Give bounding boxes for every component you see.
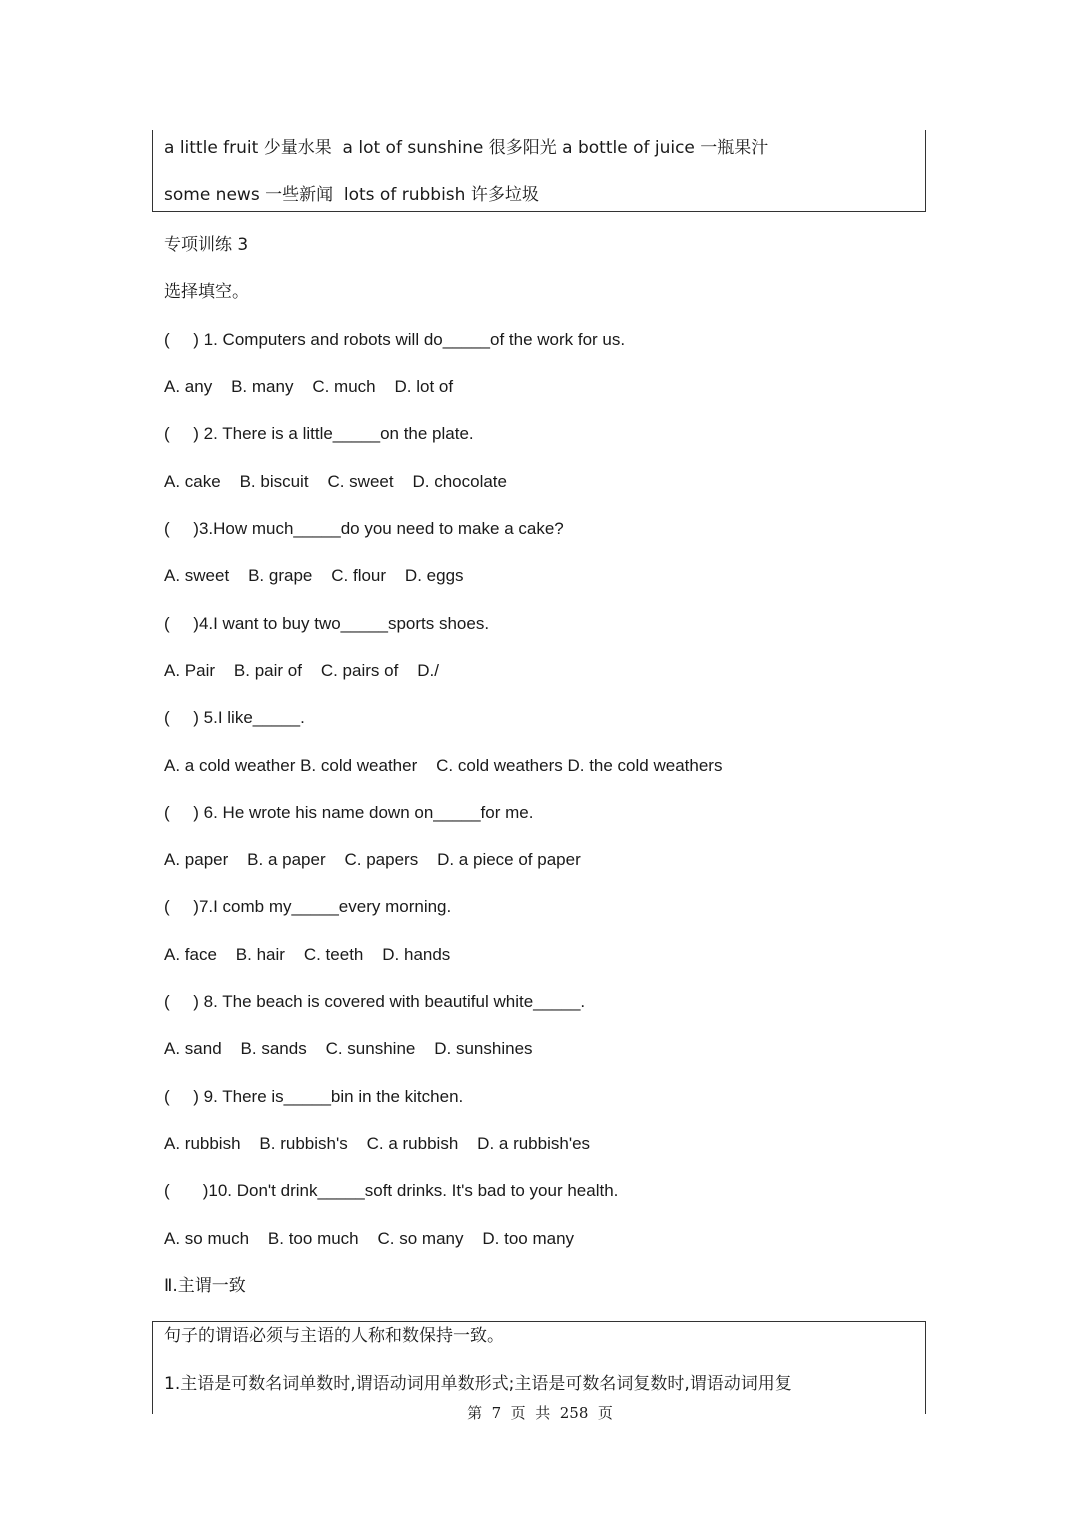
page-footer: 第 7 页 共 258 页 — [467, 1404, 613, 1422]
options-7: A. face B. hair C. teeth D. hands — [164, 945, 451, 964]
question-5: ( ) 5.I like_____. — [164, 708, 305, 727]
question-6: ( ) 6. He wrote his name down on_____for me. — [164, 803, 534, 822]
options-3: A. sweet B. grape C. flour D. eggs — [164, 566, 464, 585]
options-4: A. Pair B. pair of C. pairs of D./ — [164, 661, 439, 680]
question-8: ( ) 8. The beach is covered with beautiful white_____. — [164, 992, 586, 1011]
question-9: ( ) 9. There is_____bin in the kitchen. — [164, 1087, 464, 1106]
question-4: ( )4.I want to buy two_____sports shoes. — [164, 614, 490, 633]
rule-line-1: 句子的谓语必须与主语的人称和数保持一致。 — [164, 1326, 504, 1346]
question-3: ( )3.How much_____do you need to make a cake? — [164, 519, 564, 538]
question-7: ( )7.I comb my_____every morning. — [164, 897, 452, 916]
question-2: ( ) 2. There is a little_____on the plate. — [164, 424, 474, 443]
options-10: A. so much B. too much C. so many D. too many — [164, 1229, 575, 1248]
question-1: ( ) 1. Computers and robots will do_____of the work for us. — [164, 330, 626, 349]
section-title: 专项训练 3 — [164, 235, 249, 255]
rule-line-2: 1.主语是可数名词单数时,谓语动词用单数形式;主语是可数名词复数时,谓语动词用复 — [164, 1374, 792, 1394]
instruction: 选择填空。 — [164, 282, 249, 302]
question-10: ( )10. Don't drink_____soft drinks. It's bad to your health. — [164, 1181, 619, 1200]
options-2: A. cake B. biscuit C. sweet D. chocolate — [164, 472, 507, 491]
options-9: A. rubbish B. rubbish's C. a rubbish D. a rubbish'es — [164, 1134, 591, 1153]
options-8: A. sand B. sands C. sunshine D. sunshines — [164, 1039, 533, 1058]
vocab-line-1: a little fruit 少量水果 a lot of sunshine 很多阳光 a bottle of juice 一瓶果汁 — [164, 138, 769, 158]
section2-title: Ⅱ.主谓一致 — [164, 1276, 246, 1296]
vocab-line-2: some news 一些新闻 lots of rubbish 许多垃圾 — [164, 185, 539, 205]
options-1: A. any B. many C. much D. lot of — [164, 377, 454, 396]
options-6: A. paper B. a paper C. papers D. a piece of paper — [164, 850, 581, 869]
options-5: A. a cold weather B. cold weather C. cold weathers D. the cold weathers — [164, 756, 723, 775]
